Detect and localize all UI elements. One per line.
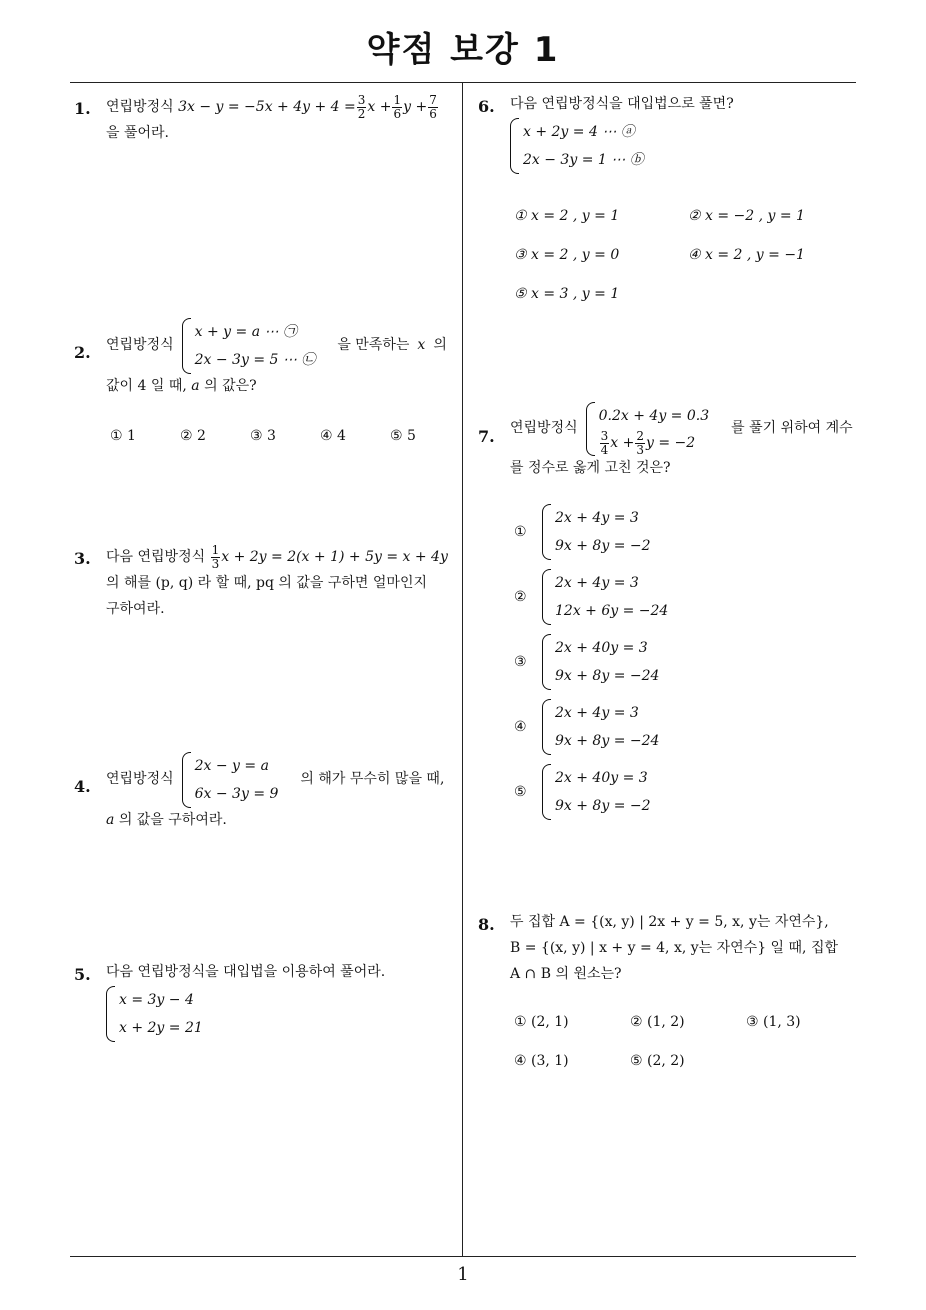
problem-number: 6. [478, 97, 495, 116]
equation-system: 0.2x + 4y = 0.3 $\frac{3}{4}$ x + $\frac{2}{3}$ y = −2 [586, 402, 710, 456]
problem-number: 3. [74, 549, 91, 568]
problem-text: 연립방정식 [510, 420, 578, 437]
problem-number: 8. [478, 915, 495, 934]
problem-text: 의 해를 (p, q) 라 할 때, pq 의 값을 구하면 얼마인지 [106, 574, 428, 591]
answer-option[interactable]: ④ 2x + 4y = 3 9x + 8y = −24 [514, 699, 659, 755]
equation-system: 2x − y = a 6x − 3y = 9 [182, 752, 279, 808]
problem-text: 다음 연립방정식 [106, 549, 206, 566]
answer-option[interactable]: ⑤ 2x + 40y = 3 9x + 8y = −2 [514, 764, 651, 820]
equation-term: x + [367, 99, 392, 116]
problem-text: 4 [137, 378, 147, 394]
header-rule [70, 82, 856, 83]
problem-3 [74, 543, 458, 623]
problem-6 [478, 92, 860, 174]
problem-text: 연립방정식 [106, 771, 174, 788]
variable: a [191, 378, 200, 394]
variable: a [106, 812, 115, 828]
answer-option[interactable]: ② (1, 2) [630, 1014, 685, 1030]
answer-option[interactable]: ⑤ 5 [390, 428, 416, 444]
answer-option[interactable]: ① 1 [110, 428, 136, 444]
problem-7 [478, 402, 860, 482]
equation-system: x = 3y − 4 x + 2y = 21 [106, 986, 203, 1042]
fraction: $\frac{7}{6}$ [429, 93, 437, 121]
answer-option[interactable]: ④ (3, 1) [514, 1053, 569, 1069]
problem-text: B = {(x, y) | x + y = 4, x, y는 자연수} 일 때, 집합 [510, 939, 839, 956]
answer-option[interactable]: ③ 2x + 40y = 3 9x + 8y = −24 [514, 634, 659, 690]
problem-2 [74, 318, 458, 400]
answer-option[interactable]: ① 2x + 4y = 3 9x + 8y = −2 [514, 504, 651, 560]
problem-1 [74, 93, 458, 147]
equation-system: x + y = a ⋯ ㉠ 2x − 3y = 5 ⋯ ㉡ [182, 318, 316, 374]
answer-option[interactable]: ② x = −2 , y = 1 [688, 208, 805, 224]
answer-option[interactable]: ⑤ (2, 2) [630, 1053, 685, 1069]
problem-text: 의 값을 구하여라. [118, 812, 227, 828]
answer-option[interactable]: ② 2 [180, 428, 206, 444]
problem-text: 를 풀기 위하여 계수 [731, 420, 853, 437]
answer-option[interactable]: ① (2, 1) [514, 1014, 569, 1030]
problem-text: 두 집합 A = {(x, y) | 2x + y = 5, x, y는 자연수}, [510, 914, 829, 930]
answer-options [514, 504, 814, 834]
fraction: $\frac{1}{3}$ [211, 543, 220, 571]
answer-option[interactable]: ③ 3 [250, 428, 276, 444]
problem-text: 을 풀어라. [106, 124, 169, 141]
problem-text: 연립방정식 [106, 337, 174, 354]
answer-options [514, 208, 854, 318]
problem-text: 을 만족하는 [337, 337, 410, 354]
fraction: $\frac{1}{6}$ [393, 93, 402, 121]
problem-number: 4. [74, 777, 91, 796]
problem-text: 의 값은? [204, 378, 257, 394]
problem-text: 다음 연립방정식을 대입법을 이용하여 풀어라. [106, 964, 386, 980]
answer-option[interactable]: ② 2x + 4y = 3 12x + 6y = −24 [514, 569, 668, 625]
equation: 3x − y = −5x + 4y + 4 = [178, 99, 356, 116]
problem-5 [74, 960, 458, 1042]
equation-system: x + 2y = 4 ⋯ ⓐ 2x − 3y = 1 ⋯ ⓑ [510, 118, 644, 174]
problem-8 [478, 910, 860, 988]
problem-number: 1. [74, 99, 91, 118]
problem-text: 의 [433, 337, 447, 354]
problem-text: 를 정수로 옳게 고친 것은? [510, 460, 671, 477]
answer-options [110, 428, 450, 452]
problem-text: 다음 연립방정식을 대입법으로 풀면? [510, 96, 734, 112]
problem-text: 연립방정식 [106, 99, 174, 116]
answer-option[interactable]: ③ (1, 3) [746, 1014, 801, 1030]
answer-options [514, 1014, 854, 1084]
fraction: $\frac{3}{2}$ [357, 93, 366, 121]
problem-number: 7. [478, 427, 495, 446]
problem-text: 구하여라. [106, 600, 165, 617]
problem-number: 2. [74, 343, 91, 362]
page-number: 1 [457, 1264, 469, 1285]
equation-term: y + [403, 99, 428, 116]
problem-4 [74, 752, 458, 834]
answer-option[interactable]: ⑤ x = 3 , y = 1 [514, 286, 620, 302]
footer-rule [70, 1256, 856, 1257]
answer-option[interactable]: ④ x = 2 , y = −1 [688, 247, 805, 263]
answer-option[interactable]: ④ 4 [320, 428, 346, 444]
problem-text: 값이 [106, 378, 134, 394]
problem-text: A ∩ B 의 원소는? [510, 965, 622, 982]
answer-option[interactable]: ① x = 2 , y = 1 [514, 208, 620, 224]
column-divider [462, 83, 463, 1256]
problem-number: 5. [74, 965, 91, 984]
answer-option[interactable]: ③ x = 2 , y = 0 [514, 247, 620, 263]
problem-text: 의 해가 무수히 많을 때, [300, 771, 445, 788]
variable: x [417, 337, 426, 354]
page-title: 약점 보강 1 [366, 30, 560, 70]
equation: x + 2y = 2(x + 1) + 5y = x + 4y [221, 549, 448, 566]
problem-text: 일 때, [150, 378, 187, 394]
